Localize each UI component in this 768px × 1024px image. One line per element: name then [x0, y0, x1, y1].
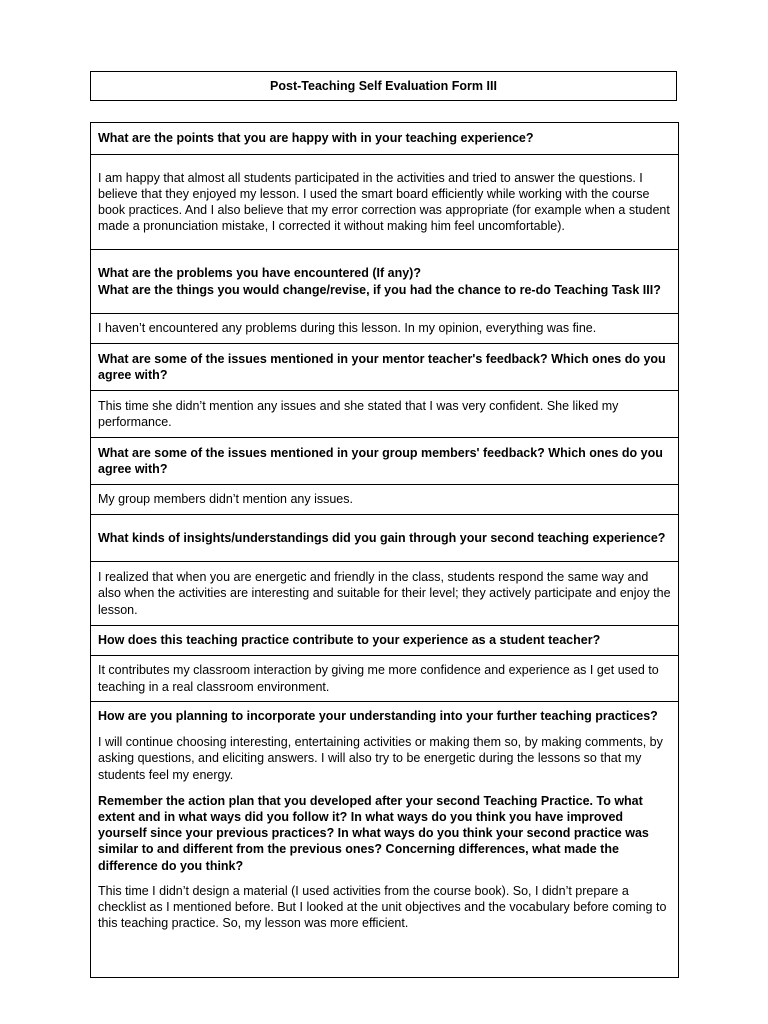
question-text: How are you planning to incorporate your understanding into your further teaching practices? — [98, 709, 658, 723]
answer-cell: This time she didn’t mention any issues and she stated that I was very confident. She liked my performance. — [91, 391, 679, 438]
question-row — [91, 250, 679, 314]
answer-row — [91, 656, 679, 702]
spacer — [98, 783, 672, 793]
answer-cell: I haven’t encountered any problems during this lesson. In my opinion, everything was fine. — [91, 314, 679, 344]
question-text: Remember the action plan that you developed after your second Teaching Practice. To what extent and in what ways did you follow it? In what ways do you think you have improved yourself since your previous practices? In what ways do you think your second practice was similar to and different from the previous ones? Concerning differences, what made the difference do you think? — [98, 793, 649, 873]
question-cell: What are the points that you are happy with in your teaching experience? — [91, 123, 679, 155]
question-cell: What are the problems you have encountered (If any)? What are the things you would change/revise, if you had the chance to re-do Teaching Task III? — [91, 250, 679, 314]
answer-row — [91, 485, 679, 515]
combined-cell — [91, 702, 679, 978]
answer-cell: I am happy that almost all students participated in the activities and tried to answer the questions. I believe that they enjoyed my lesson. I used the smart board efficiently while working with the course book practices. And I also believe that my error correction was appropriate (for example when a student made a pronunciation mistake, I corrected it without making him feel uncomfortable). — [91, 155, 679, 250]
answer-text: This time I didn’t design a material (I used activities from the course book). So, I didn’t prepare a checklist as I mentioned before. But I looked at the unit objectives and the vocabulary before coming to this teaching practice. So, my lesson was more efficient. — [98, 883, 667, 931]
spacer — [98, 724, 672, 734]
question-row — [91, 626, 679, 656]
question-cell: How does this teaching practice contribute to your experience as a student teacher? — [91, 626, 679, 656]
question-row — [91, 344, 679, 391]
question-cell: What kinds of insights/understandings did you gain through your second teaching experience? — [91, 515, 679, 562]
answer-cell: My group members didn’t mention any issues. — [91, 485, 679, 515]
answer-row — [91, 391, 679, 438]
question-row — [91, 123, 679, 155]
form-title: Post-Teaching Self Evaluation Form III — [90, 71, 677, 101]
answer-row — [91, 155, 679, 250]
evaluation-table — [90, 122, 679, 978]
question-cell: What are some of the issues mentioned in your group members' feedback? Which ones do you agree with? — [91, 438, 679, 485]
answer-cell: It contributes my classroom interaction by giving me more confidence and experience as I get used to teaching in a real classroom environment. — [91, 656, 679, 702]
question-cell: What are some of the issues mentioned in your mentor teacher's feedback? Which ones do you agree with? — [91, 344, 679, 391]
question-row — [91, 515, 679, 562]
answer-cell: I realized that when you are energetic and friendly in the class, students respond the same way and also when the activities are interesting and suitable for their level; they actively participate and enjoy the lesson. — [91, 562, 679, 626]
question-row — [91, 438, 679, 485]
spacer — [98, 874, 672, 883]
answer-row — [91, 314, 679, 344]
combined-row — [91, 702, 679, 978]
answer-row — [91, 562, 679, 626]
answer-text: I will continue choosing interesting, entertaining activities or making them so, by making comments, by asking questions, and eliciting answers. I will also try to be energetic during the lessons so that my students feel my energy. — [98, 735, 663, 782]
